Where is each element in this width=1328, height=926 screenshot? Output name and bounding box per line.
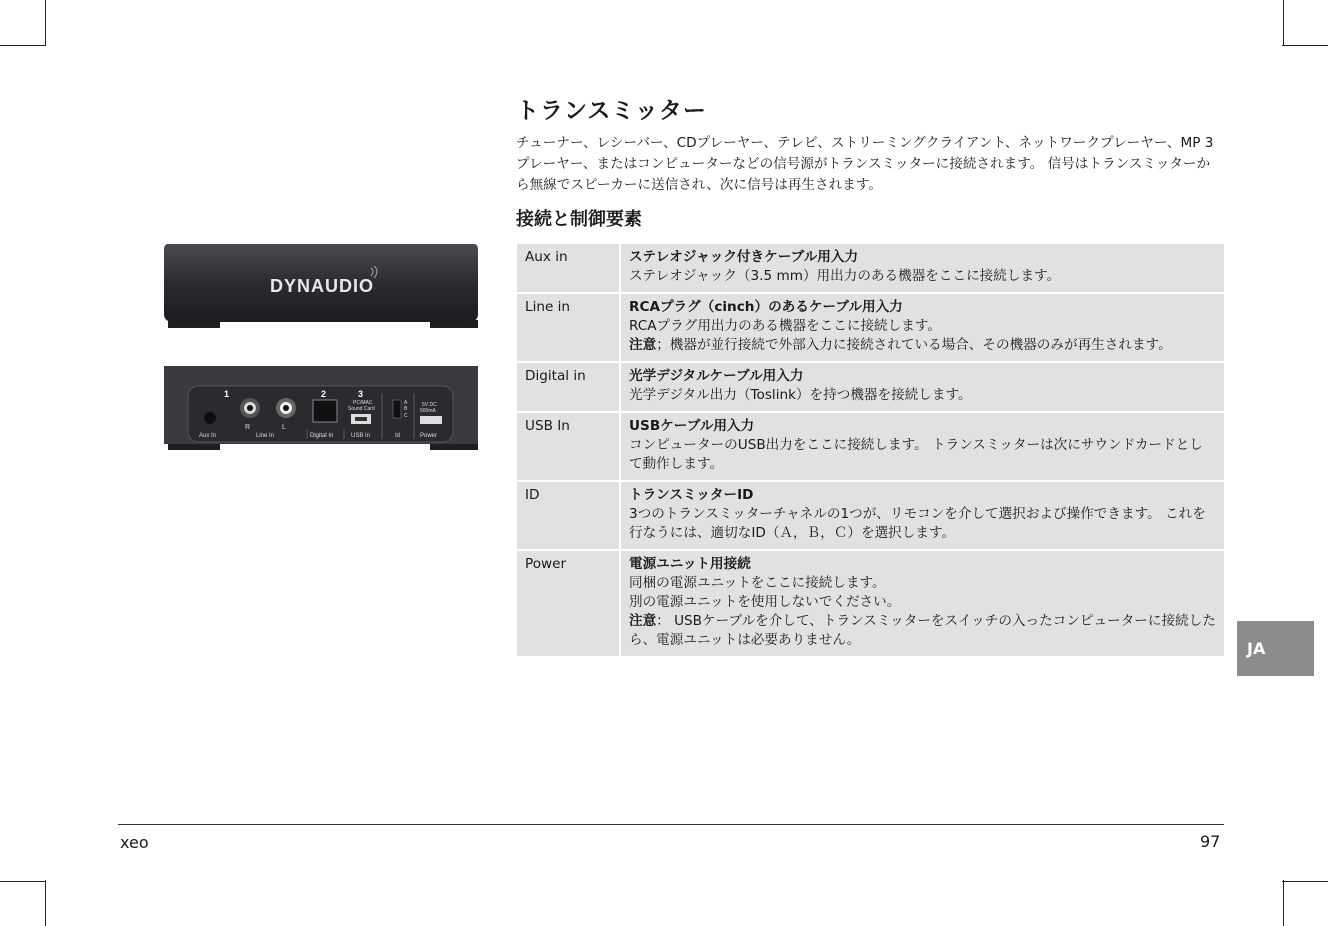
- section-title: 接続と制御要素: [516, 209, 642, 230]
- table-row: [517, 363, 1224, 411]
- crop-mark: [0, 881, 46, 882]
- row-key: Aux in: [517, 244, 619, 292]
- power-current-label: 500mA: [420, 408, 436, 414]
- pc-mac-label: PC/MAC: [353, 400, 373, 406]
- table-row: [517, 244, 1224, 292]
- footer-divider: [118, 824, 1224, 825]
- row-line: [629, 505, 1216, 543]
- optical-port: [313, 400, 337, 422]
- page-number: 97: [1200, 832, 1221, 851]
- power-port: [420, 416, 442, 424]
- dynaudio-logo: DYNAUDIO: [270, 276, 375, 296]
- row-key: Line in: [517, 294, 619, 361]
- row-line: [629, 593, 1216, 612]
- row-line-text: 3つのトランスミッターチャネルの1つが、リモコンを介して選択および操作できます。 これを行なうには、適切なID（Ａ，Ｂ，Ｃ）を選択します。: [629, 506, 1206, 541]
- row-line-text: 光学デジタル出力（Toslink）を持つ機器を接続します。: [629, 387, 972, 403]
- row-line-text: ステレオジャック（3.5 mm）用出力のある機器をここに接続します。: [629, 268, 1061, 284]
- row-title: ステレオジャック付きケーブル用入力: [629, 249, 859, 265]
- page-title: トランスミッター: [516, 98, 707, 124]
- row-line: [629, 317, 1216, 336]
- row-description: [621, 413, 1224, 480]
- row-line-text: RCAプラグ用出力のある機器をここに接続します。: [629, 318, 941, 334]
- transmitter-front-illustration: [164, 242, 479, 332]
- connections-table: [517, 242, 1224, 658]
- row-line-text: ；機器が並行接続で外部入力に接続されている場合、その機器のみが再生されます。: [656, 337, 1172, 353]
- row-line: [629, 436, 1216, 474]
- row-line: [629, 612, 1216, 650]
- crop-mark: [1283, 0, 1284, 46]
- id-letter-c: C: [404, 413, 408, 419]
- row-title: トランスミッターID: [629, 487, 754, 503]
- table-row: [517, 294, 1224, 361]
- note-label: 注意: [629, 337, 657, 353]
- row-title: USBケーブル用入力: [629, 418, 755, 434]
- row-line: [629, 267, 1216, 286]
- id-letter-a: A: [404, 400, 408, 406]
- row-line-text: 別の電源ユニットを使用しないでください。: [629, 594, 901, 610]
- sound-card-label: Sound Card: [348, 406, 375, 412]
- brand-name: xeo: [120, 833, 149, 852]
- row-title: 光学デジタルケーブル用入力: [629, 368, 804, 384]
- row-line-text: ： USBケーブルを介して、トランスミッターをスイッチの入ったコンピューターに接続したら、電源ユニットは必要ありません。: [629, 613, 1216, 648]
- input-number-2: 2: [321, 389, 327, 399]
- row-description: [621, 482, 1224, 549]
- table-row: [517, 551, 1224, 656]
- input-number-3: 3: [358, 389, 364, 399]
- row-description: [621, 551, 1224, 656]
- row-key: USB In: [517, 413, 619, 480]
- id-letter-b: B: [404, 406, 408, 412]
- power-voltage-label: 5V DC: [422, 402, 437, 408]
- transmitter-back-illustration: [164, 366, 479, 452]
- row-title: 電源ユニット用接続: [629, 556, 751, 572]
- row-key: ID: [517, 482, 619, 549]
- aux-jack: [204, 412, 216, 424]
- row-title: RCAプラグ（cinch）のあるケーブル用入力: [629, 299, 903, 315]
- row-description: [621, 363, 1224, 411]
- id-label: Id: [395, 433, 401, 439]
- language-tab: [1237, 621, 1314, 676]
- power-label: Power: [420, 433, 438, 439]
- row-line-text: 同梱の電源ユニットをここに接続します。: [629, 575, 886, 591]
- line-in-label: Line In: [256, 433, 275, 439]
- table-row: [517, 482, 1224, 549]
- crop-mark: [45, 0, 46, 46]
- table-row: [517, 413, 1224, 480]
- aux-in-label: Aux In: [199, 433, 217, 439]
- crop-mark: [1282, 45, 1328, 46]
- crop-mark: [0, 45, 46, 46]
- row-line: [629, 574, 1216, 593]
- row-line: [629, 386, 1216, 405]
- crop-mark: [1283, 880, 1284, 926]
- crop-mark: [45, 880, 46, 926]
- input-number-1: 1: [224, 389, 230, 399]
- rca-r-label: R: [245, 424, 251, 431]
- row-line: [629, 336, 1216, 355]
- usb-in-label: USB In: [351, 433, 371, 439]
- language-tab-label: JA: [1247, 639, 1266, 658]
- rca-l-label: L: [282, 424, 286, 431]
- crop-mark: [1282, 881, 1328, 882]
- row-key: Power: [517, 551, 619, 656]
- row-description: [621, 294, 1224, 361]
- digital-in-label: Digital In: [310, 433, 334, 439]
- id-switch: [393, 400, 401, 418]
- row-description: [621, 244, 1224, 292]
- row-key: Digital in: [517, 363, 619, 411]
- row-line-text: コンピューターのUSB出力をここに接続します。 トランスミッターは次にサウンドカードとして動作します。: [629, 437, 1203, 472]
- intro-paragraph: チューナー、レシーバー、CDプレーヤー、テレビ、ストリーミングクライアント、ネットワークプレーヤー、MP 3 プレーヤー、またはコンピューターなどの信号源がトランスミッターに接続されます。 信号はトランスミッターから無線でスピーカーに送信され、次に信号は再生されます。: [516, 135, 1214, 193]
- note-label: 注意: [629, 613, 657, 629]
